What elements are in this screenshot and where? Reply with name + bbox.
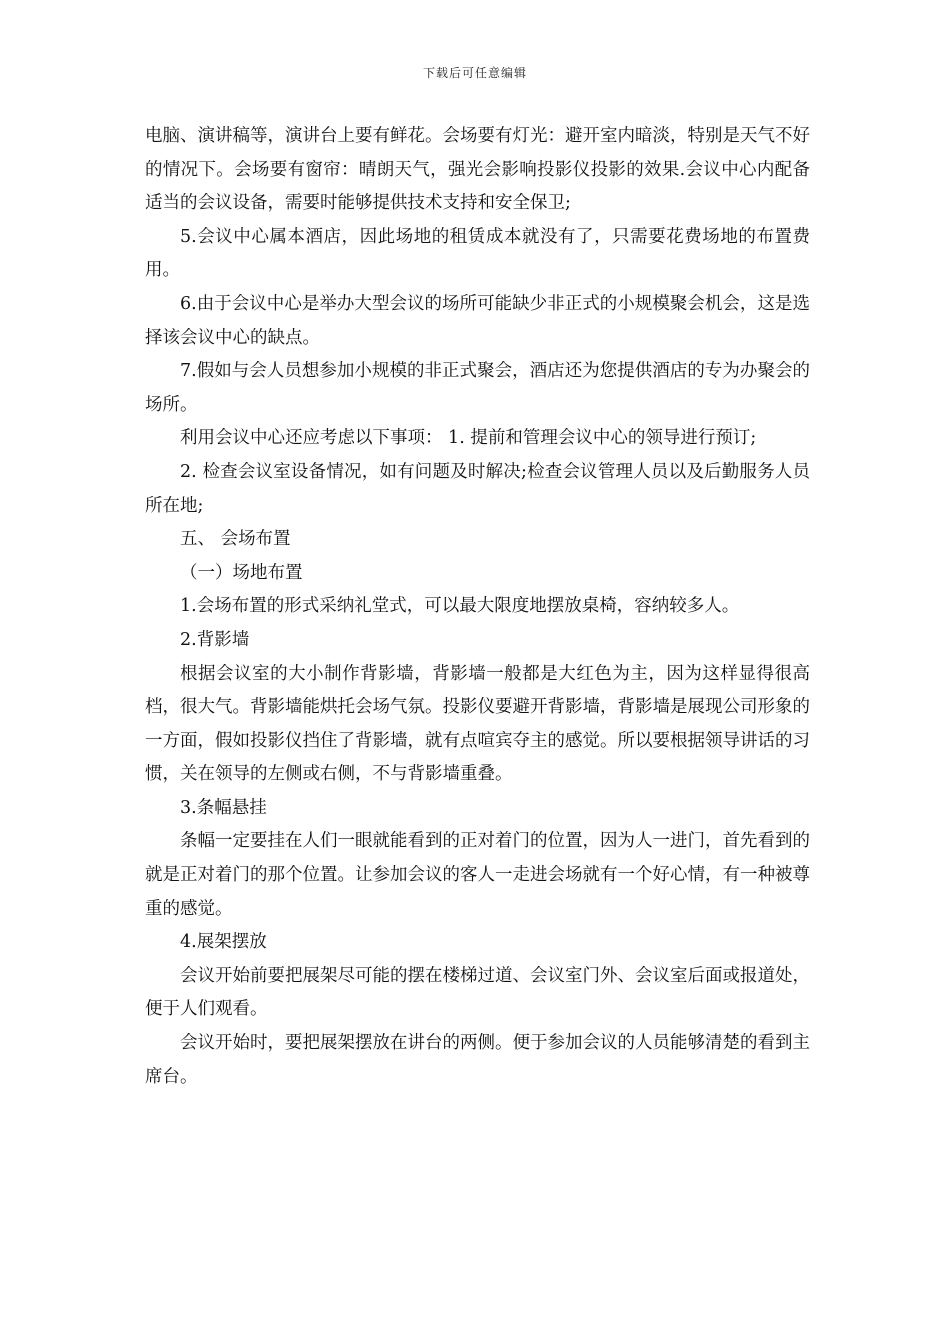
item-heading-display-stand: 4.展架摆放 (180, 932, 267, 953)
item-heading-backdrop-wall: 2.背影墙 (180, 629, 250, 650)
paragraph-6: 2. 检查会议室设备情况，如有问题及时解决;检查会议管理人员以及后勤服务人员所在地; (145, 461, 810, 516)
paragraph-4: 7.假如与会人员想参加小规模的非正式聚会，酒店还为您提供酒店的专为办聚会的场所。 (145, 361, 810, 415)
paragraph-5: 利用会议中心还应考虑以下事项： 1. 提前和管理会议中心的领导进行预订; (180, 428, 757, 449)
paragraph-3: 6.由于会议中心是举办大型会议的场所可能缺少非正式的小规模聚会机会，这是选择该会议中心的缺点。 (145, 293, 810, 348)
paragraph-11: 根据会议室的大小制作背影墙，背影墙一般都是大红色为主，因为这样显得很高档，很大气。背影墙能烘托会场气氛。投影仪要避开背影墙，背影墙是展现公司形象的一方面，假如投影仪挡住了背影墙，就有点喧宾夺主的感觉。所以要根据领导讲话的习惯，关在领导的左侧或右侧，不与背影墙重叠。 (145, 663, 810, 785)
paragraph-1: 电脑、演讲稿等，演讲台上要有鲜花。会场要有灯光：避开室内暗淡，特别是天气不好的情况下。会场要有窗帘：晴朗天气，强光会影响投影仪投影的效果.会议中心内配备适当的会议设备，需要时能够提供技术支持和安全保卫; (145, 126, 810, 214)
paragraph-16: 会议开始时，要把展架摆放在讲台的两侧。便于参加会议的人员能够清楚的看到主席台。 (145, 1033, 810, 1087)
paragraph-15: 会议开始前要把展架尽可能的摆在楼梯过道、会议室门外、会议室后面或报道处，便于人们观看。 (145, 965, 810, 1020)
paragraph-2: 5.会议中心属本酒店，因此场地的租赁成本就没有了，只需要花费场地的布置费用。 (145, 226, 810, 281)
section-heading-5: 五、 会场布置 (180, 529, 291, 550)
subsection-heading-1: （一）场地布置 (180, 562, 303, 583)
page-header: 下载后可任意编辑 (422, 66, 527, 80)
item-heading-banner: 3.条幅悬挂 (180, 797, 267, 818)
document-body (145, 120, 810, 1094)
paragraph-9: 1.会场布置的形式采纳礼堂式，可以最大限度地摆放桌椅，容纳较多人。 (180, 596, 740, 617)
paragraph-13: 条幅一定要挂在人们一眼就能看到的正对着门的位置，因为人一进门，首先看到的就是正对着门的那个位置。让参加会议的客人一走进会场就有一个好心情，有一种被尊重的感觉。 (145, 831, 810, 919)
